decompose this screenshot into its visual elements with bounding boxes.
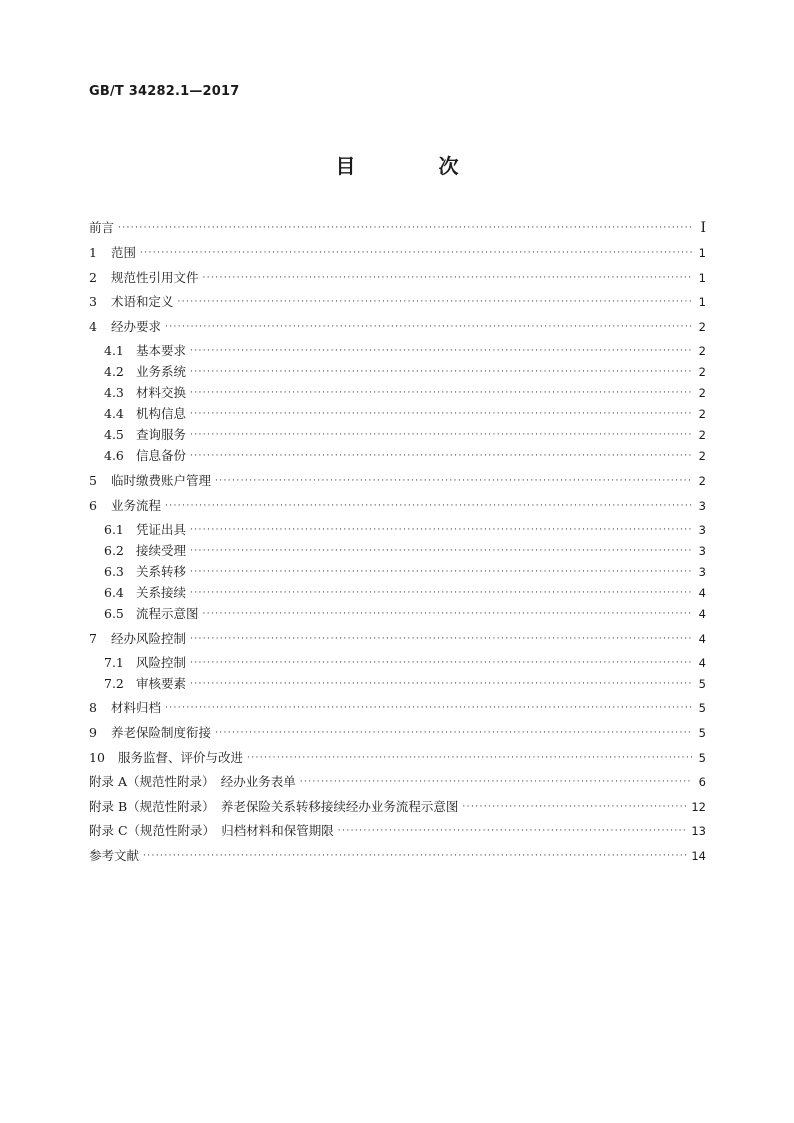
toc-entry-4-2[interactable] bbox=[104, 358, 706, 380]
toc-label: 临时缴费账户管理 bbox=[111, 473, 212, 488]
toc-page-number: 3 bbox=[698, 544, 706, 558]
toc-label: 查询服务 bbox=[136, 427, 187, 442]
toc-page-number: 4 bbox=[698, 632, 706, 646]
toc-leader bbox=[190, 585, 692, 601]
toc-leader bbox=[215, 473, 692, 489]
toc-entry-4[interactable] bbox=[89, 313, 706, 335]
toc-leader bbox=[190, 522, 692, 538]
toc-page-number: 13 bbox=[691, 824, 706, 838]
toc-entry-bibliography[interactable] bbox=[89, 842, 706, 864]
toc-leader bbox=[165, 319, 692, 335]
toc-leader bbox=[190, 543, 692, 559]
toc-entry-6-3[interactable] bbox=[104, 558, 706, 580]
toc-label: 业务流程 bbox=[111, 498, 162, 513]
toc-page-number: 2 bbox=[698, 407, 706, 421]
toc-label: 养老保险制度衔接 bbox=[111, 725, 212, 740]
toc-page-number: 2 bbox=[698, 449, 706, 463]
toc-page-number: 6 bbox=[698, 775, 706, 789]
toc-number: 4.4 bbox=[104, 406, 124, 421]
toc-number: 6.1 bbox=[104, 522, 124, 537]
toc-number: 6 bbox=[89, 498, 97, 513]
toc-entry-7[interactable] bbox=[89, 625, 706, 647]
toc-leader bbox=[190, 448, 692, 464]
toc-number: 10 bbox=[89, 750, 105, 765]
toc-leader bbox=[190, 364, 692, 380]
toc-number: 9 bbox=[89, 725, 97, 740]
toc-label: 业务系统 bbox=[136, 364, 187, 379]
toc-page-number: 3 bbox=[698, 523, 706, 537]
toc-leader bbox=[190, 343, 692, 359]
toc-label: 关系接续 bbox=[136, 585, 187, 600]
toc-number: 5 bbox=[89, 473, 97, 488]
toc-label: 机构信息 bbox=[136, 406, 187, 421]
toc-number: 4 bbox=[89, 319, 97, 334]
toc-page-number: 3 bbox=[698, 565, 706, 579]
toc-number: 4.5 bbox=[104, 427, 124, 442]
toc-entry-6-1[interactable] bbox=[104, 516, 706, 538]
toc-number: 3 bbox=[89, 294, 97, 309]
toc-page-number: 5 bbox=[698, 726, 706, 740]
toc-number: 4.2 bbox=[104, 364, 124, 379]
toc-page-number: I bbox=[700, 220, 706, 236]
toc-page-number: 1 bbox=[698, 246, 706, 260]
toc-leader bbox=[165, 700, 692, 716]
toc-label: 材料归档 bbox=[111, 700, 162, 715]
toc-entry-appendix-b[interactable] bbox=[89, 793, 706, 815]
toc-number: 7 bbox=[89, 631, 97, 646]
toc-label: 流程示意图 bbox=[136, 606, 199, 621]
toc-label: 审核要素 bbox=[136, 676, 187, 691]
toc-number: 1 bbox=[89, 245, 97, 260]
toc-leader bbox=[178, 294, 692, 310]
toc-entry-8[interactable] bbox=[89, 694, 706, 716]
standard-code: GB/T 34282.1—2017 bbox=[89, 84, 240, 99]
toc-page-number: 2 bbox=[698, 474, 706, 488]
toc-page-number: 2 bbox=[698, 428, 706, 442]
toc-label: 接续受理 bbox=[136, 543, 187, 558]
toc-entry-9[interactable] bbox=[89, 719, 706, 741]
toc-leader bbox=[338, 823, 688, 839]
toc-number: 6.3 bbox=[104, 564, 124, 579]
toc-label: 材料交换 bbox=[136, 385, 187, 400]
toc-entry-7-1[interactable] bbox=[104, 649, 706, 671]
toc-label: 前言 bbox=[89, 220, 115, 235]
toc-leader bbox=[247, 750, 692, 766]
toc-entry-5[interactable] bbox=[89, 467, 706, 489]
toc-leader bbox=[190, 385, 692, 401]
toc-label: 经办风险控制 bbox=[111, 631, 187, 646]
toc-number: 8 bbox=[89, 700, 97, 715]
toc-page-number: 5 bbox=[698, 701, 706, 715]
toc-entry-4-1[interactable] bbox=[104, 337, 706, 359]
toc-entry-4-3[interactable] bbox=[104, 379, 706, 401]
toc-entry-appendix-c[interactable] bbox=[89, 817, 706, 839]
toc-page-number: 2 bbox=[698, 344, 706, 358]
toc-leader bbox=[203, 606, 692, 622]
toc-number: 4.6 bbox=[104, 448, 124, 463]
toc-label: 附录 C（规范性附录） 归档材料和保管期限 bbox=[89, 823, 334, 838]
toc-number: 7.1 bbox=[104, 655, 124, 670]
toc-label: 术语和定义 bbox=[111, 294, 174, 309]
table-of-contents bbox=[89, 0, 706, 1123]
toc-entry-4-5[interactable] bbox=[104, 421, 706, 443]
toc-number: 2 bbox=[89, 270, 97, 285]
toc-entry-6-2[interactable] bbox=[104, 537, 706, 559]
toc-entry-4-4[interactable] bbox=[104, 400, 706, 422]
toc-label: 附录 A（规范性附录） 经办业务表单 bbox=[89, 774, 296, 789]
toc-leader bbox=[143, 848, 687, 864]
toc-page-number: 5 bbox=[698, 677, 706, 691]
toc-entry-4-6[interactable] bbox=[104, 442, 706, 464]
toc-label: 关系转移 bbox=[136, 564, 187, 579]
toc-leader bbox=[215, 725, 692, 741]
toc-label: 基本要求 bbox=[136, 343, 187, 358]
toc-number: 6.2 bbox=[104, 543, 124, 558]
toc-entry-3[interactable] bbox=[89, 288, 706, 310]
toc-entry-2[interactable] bbox=[89, 264, 706, 286]
toc-leader bbox=[140, 245, 692, 261]
toc-page-number: 4 bbox=[698, 607, 706, 621]
toc-number: 6.4 bbox=[104, 585, 124, 600]
toc-label: 服务监督、评价与改进 bbox=[118, 750, 244, 765]
toc-leader bbox=[190, 564, 692, 580]
toc-leader bbox=[203, 270, 692, 286]
toc-label: 凭证出具 bbox=[136, 522, 187, 537]
toc-number: 6.5 bbox=[104, 606, 124, 621]
toc-page-number: 14 bbox=[691, 849, 706, 863]
toc-entry-appendix-a[interactable] bbox=[89, 768, 706, 790]
toc-page-number: 4 bbox=[698, 656, 706, 670]
toc-leader bbox=[190, 631, 692, 647]
toc-entry-6-4[interactable] bbox=[104, 579, 706, 601]
toc-number: 4.3 bbox=[104, 385, 124, 400]
toc-page-number: 1 bbox=[698, 271, 706, 285]
toc-leader bbox=[300, 774, 692, 790]
toc-leader bbox=[118, 220, 692, 236]
toc-label: 经办要求 bbox=[111, 319, 162, 334]
toc-number: 7.2 bbox=[104, 676, 124, 691]
toc-page-number: 3 bbox=[698, 499, 706, 513]
toc-label: 范围 bbox=[111, 245, 137, 260]
toc-label: 参考文献 bbox=[89, 848, 140, 863]
toc-entry-10[interactable] bbox=[89, 744, 706, 766]
toc-number: 4.1 bbox=[104, 343, 124, 358]
toc-entry-1[interactable] bbox=[89, 239, 706, 261]
toc-leader bbox=[190, 676, 692, 692]
toc-entry-foreword[interactable] bbox=[89, 214, 706, 236]
toc-page-number: 2 bbox=[698, 386, 706, 400]
toc-leader bbox=[165, 498, 692, 514]
toc-page-number: 5 bbox=[698, 751, 706, 765]
toc-entry-6-5[interactable] bbox=[104, 600, 706, 622]
toc-leader bbox=[190, 406, 692, 422]
toc-entry-6[interactable] bbox=[89, 492, 706, 514]
toc-label: 风险控制 bbox=[136, 655, 187, 670]
toc-page-number: 2 bbox=[698, 320, 706, 334]
toc-heading: 目 次 bbox=[335, 154, 497, 178]
toc-label: 规范性引用文件 bbox=[111, 270, 199, 285]
toc-leader bbox=[190, 427, 692, 443]
toc-page-number: 2 bbox=[698, 365, 706, 379]
toc-page-number: 12 bbox=[691, 800, 706, 814]
toc-label: 附录 B（规范性附录） 养老保险关系转移接续经办业务流程示意图 bbox=[89, 799, 459, 814]
toc-label: 信息备份 bbox=[136, 448, 187, 463]
toc-page-number: 4 bbox=[698, 586, 706, 600]
toc-page-number: 1 bbox=[698, 295, 706, 309]
toc-entry-7-2[interactable] bbox=[104, 670, 706, 692]
toc-leader bbox=[462, 799, 687, 815]
toc-leader bbox=[190, 655, 692, 671]
